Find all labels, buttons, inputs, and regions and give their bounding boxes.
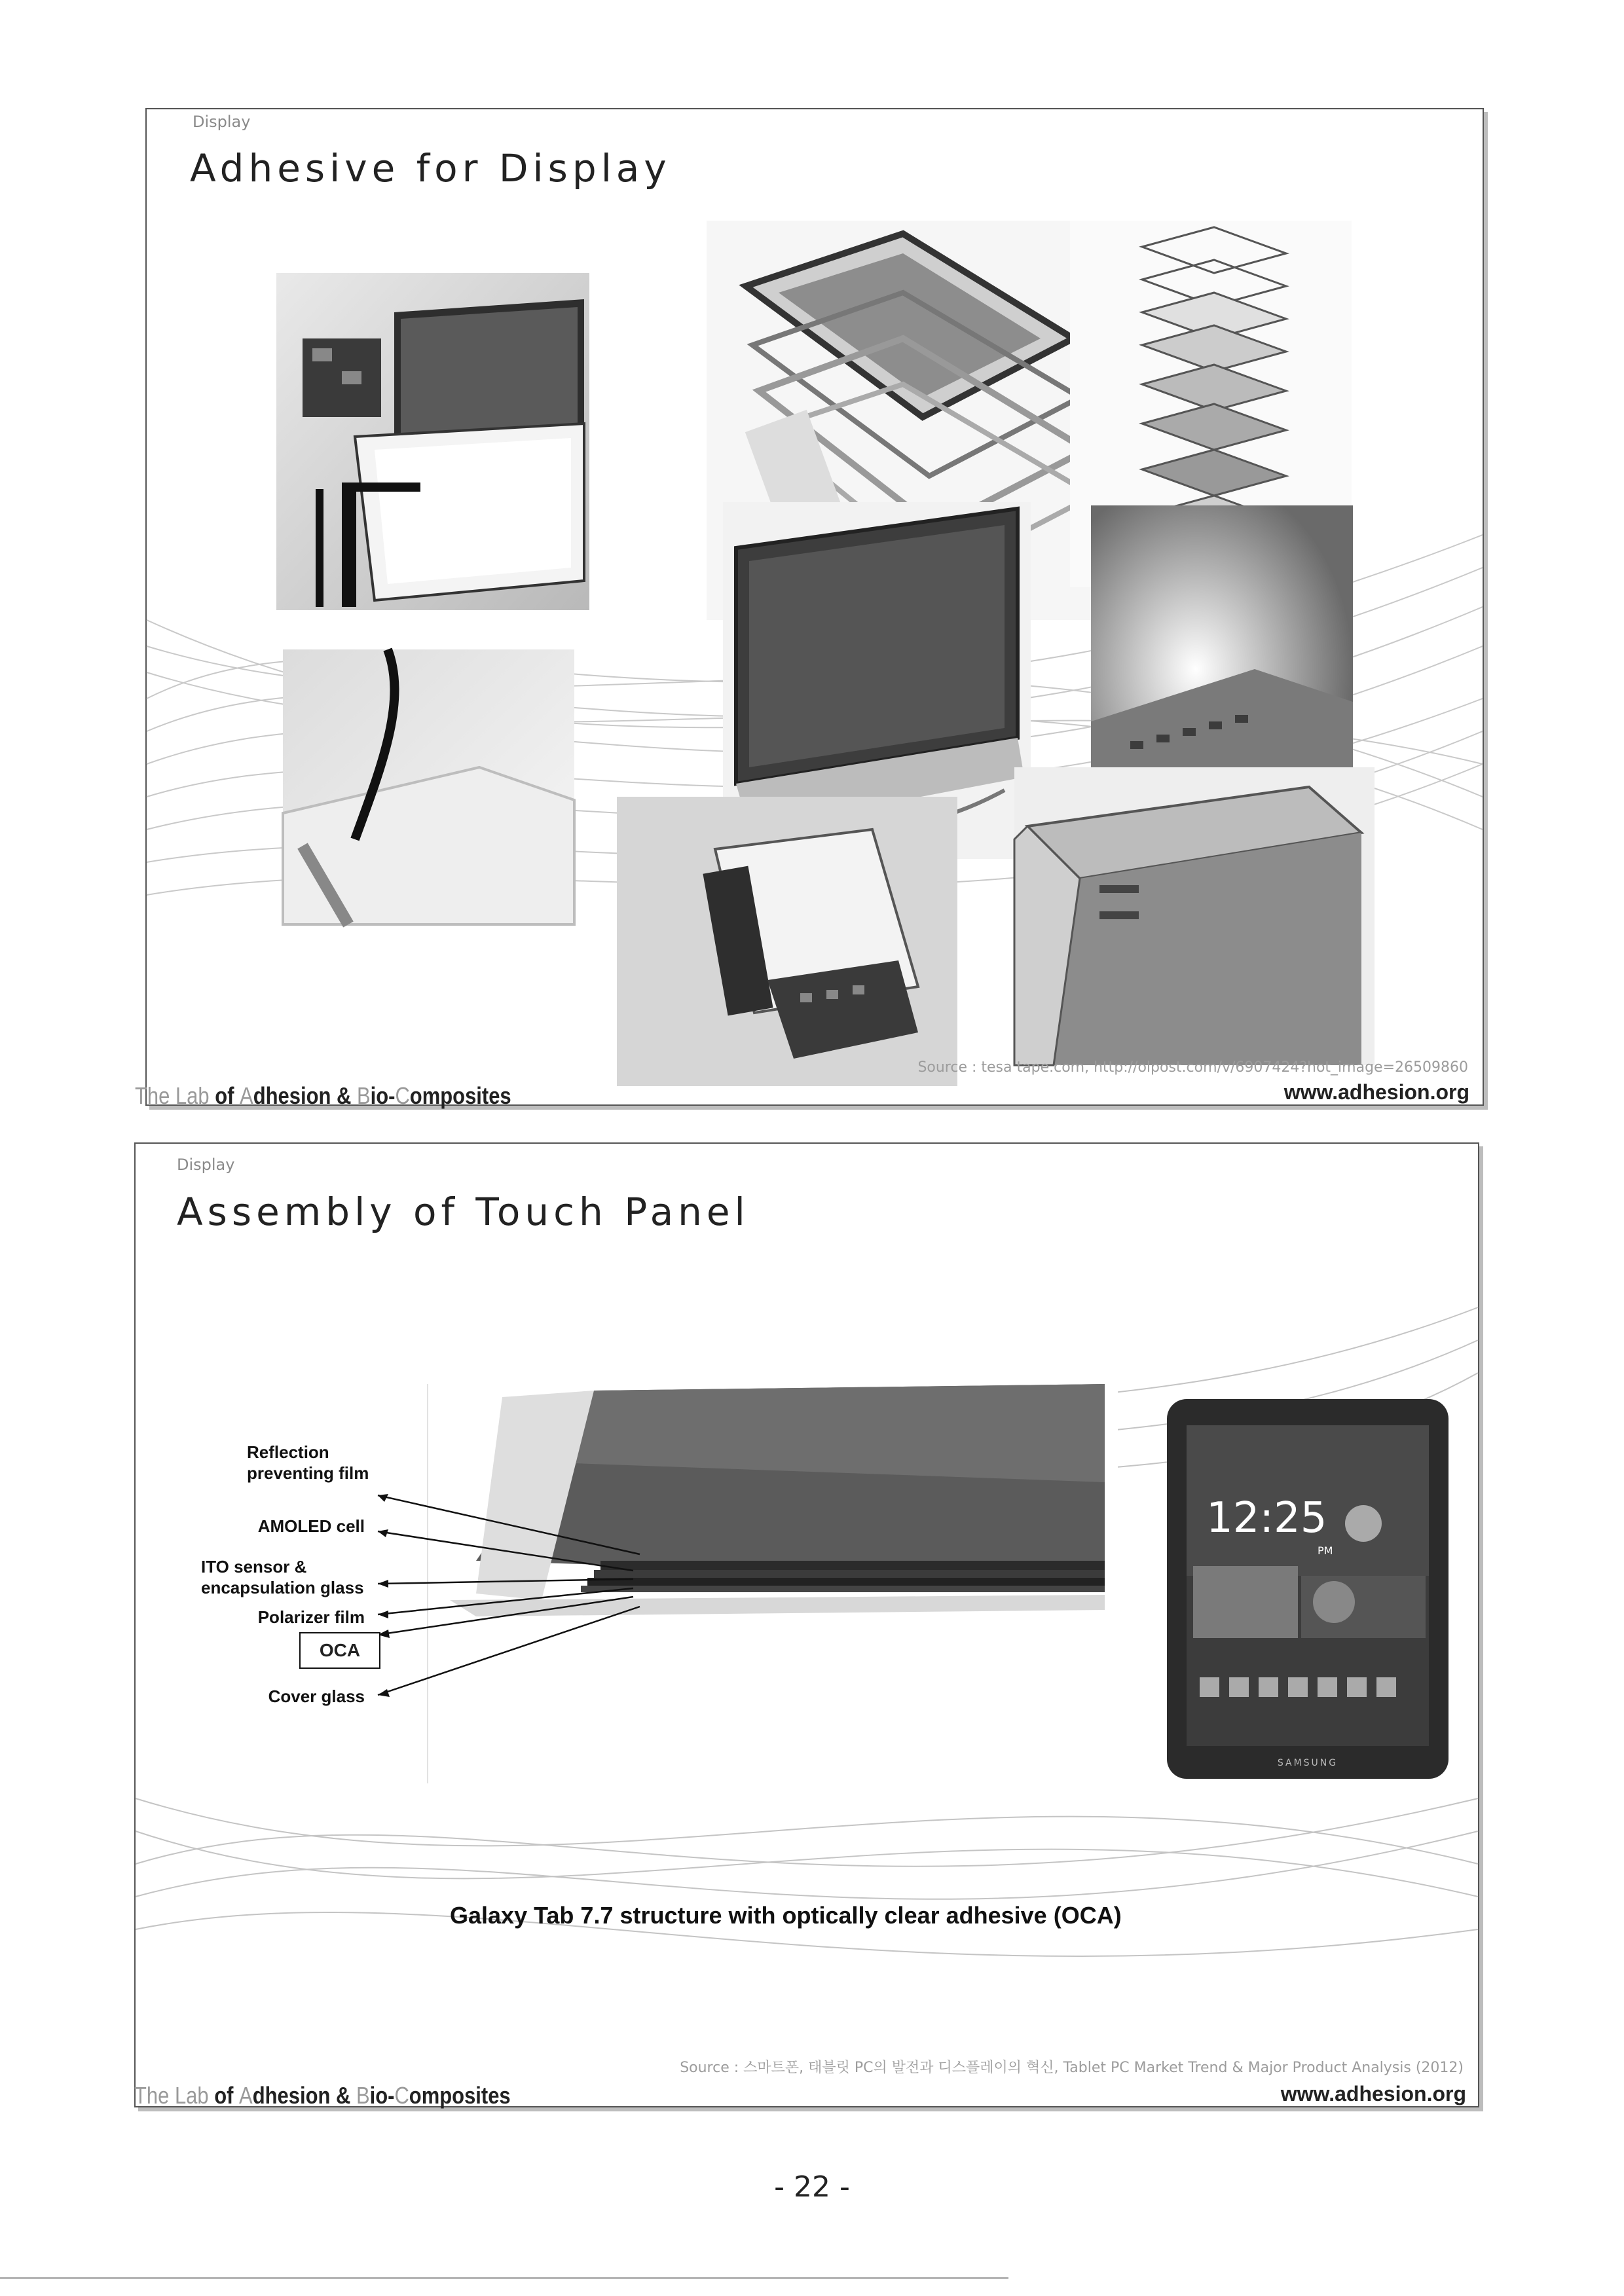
slide-assembly-of-touch-panel bbox=[134, 1142, 1479, 2107]
layer-label-polarizer-film: Polarizer film bbox=[257, 1607, 365, 1627]
website-url: www.adhesion.org bbox=[1283, 1080, 1469, 1104]
slide-title: Assembly of Touch Panel bbox=[177, 1190, 750, 1234]
panel-frame-corner-photo bbox=[1014, 767, 1375, 1065]
tablet-clock-ampm: PM bbox=[1318, 1544, 1333, 1557]
slide-title: Adhesive for Display bbox=[190, 146, 671, 191]
scan-edge-line bbox=[0, 2277, 1008, 2279]
slide-adhesive-for-display bbox=[135, 108, 1484, 1109]
tablet-brand-logo: SAMSUNG bbox=[1277, 1758, 1338, 1768]
fpc-connector-photo bbox=[617, 797, 957, 1086]
section-label: Display bbox=[193, 113, 251, 131]
layer-label-ito-sensor: ITO sensor & encapsulation glass bbox=[201, 1557, 364, 1597]
page-number: - 22 - bbox=[774, 2170, 850, 2204]
flexible-cable-corner-photo bbox=[283, 649, 574, 924]
section-label: Display bbox=[177, 1156, 235, 1174]
figure-caption: Galaxy Tab 7.7 structure with optically clear adhesive (OCA) bbox=[450, 1902, 1122, 1929]
layer-label-cover-glass: Cover glass bbox=[268, 1686, 365, 1706]
website-url: www.adhesion.org bbox=[1280, 2082, 1466, 2105]
layer-label-oca: OCA bbox=[299, 1632, 380, 1669]
galaxy-tab-photo bbox=[1167, 1399, 1449, 1779]
source-citation: Source : 스마트폰, 태블릿 PC의 발전과 디스플레이의 혁신, Tablet PC Market Trend & Major Product Analysis (2012) bbox=[680, 2060, 1464, 2076]
layer-label-amoled-cell: AMOLED cell bbox=[257, 1516, 365, 1536]
source-citation: Source : tesa tape.com, http://olpost.com/v/6907424?hot_image=26509860 bbox=[917, 1059, 1468, 1076]
layer-label-reflection-film: Reflection preventing film bbox=[247, 1442, 369, 1483]
tablet-clock-time: 12:25 bbox=[1206, 1494, 1327, 1542]
lab-name-footer: The Lab of Adhesion & Bio-Composites bbox=[135, 1082, 511, 1109]
lab-name-footer: The Lab of Adhesion & Bio-Composites bbox=[134, 2082, 511, 2109]
touch-panel-fpc-photo bbox=[276, 273, 589, 610]
